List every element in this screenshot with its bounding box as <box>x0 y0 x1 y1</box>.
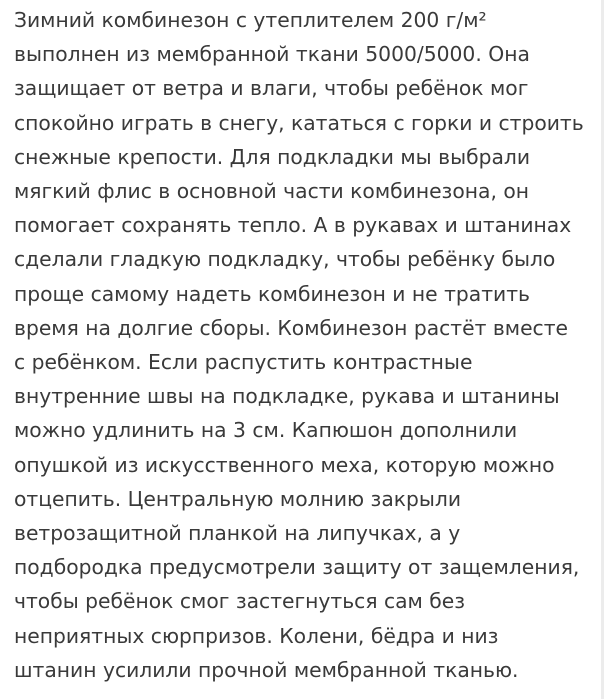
description-line: опушкой из искусственного меха, которую можно <box>14 452 555 477</box>
description-line: защищает от ветра и влаги, чтобы ребёнок мог <box>14 76 529 101</box>
description-line: сделали гладкую подкладку, чтобы ребёнку было <box>14 247 556 272</box>
description-line: спокойно играть в снегу, кататься с горки и строить <box>14 110 584 135</box>
description-line: отцепить. Центральную молнию закрыли <box>14 486 462 511</box>
description-line: с ребёнком. Если распустить контрастные <box>14 350 473 375</box>
description-line: штанин усилили прочной мембранной тканью. <box>14 657 519 682</box>
description-line: выполнен из мембранной ткани 5000/5000. Она <box>14 42 530 67</box>
description-line: снежные крепости. Для подкладки мы выбрали <box>14 144 531 169</box>
description-line: неприятных сюрпризов. Колени, бёдра и низ <box>14 623 499 648</box>
description-line: можно удлинить на 3 см. Капюшон дополнили <box>14 418 518 443</box>
description-line: время на долгие сборы. Комбинезон растёт вместе <box>14 315 569 340</box>
description-line: ветрозащитной планкой на липучках, а у <box>14 521 461 546</box>
product-description <box>14 3 594 687</box>
description-line: Зимний комбинезон с утеплителем 200 г/м² <box>14 8 487 32</box>
description-line: мягкий флис в основной части комбинезона, он <box>14 179 530 204</box>
description-line: внутренние швы на подкладке, рукава и штанины <box>14 384 560 409</box>
description-line: подбородка предусмотрели защиту от защемления, <box>14 555 580 580</box>
description-line: чтобы ребёнок смог застегнуться сам без <box>14 589 466 614</box>
description-line: помогает сохранять тепло. А в рукавах и штанинах <box>14 213 572 238</box>
description-line: проще самому надеть комбинезон и не тратить <box>14 281 530 306</box>
